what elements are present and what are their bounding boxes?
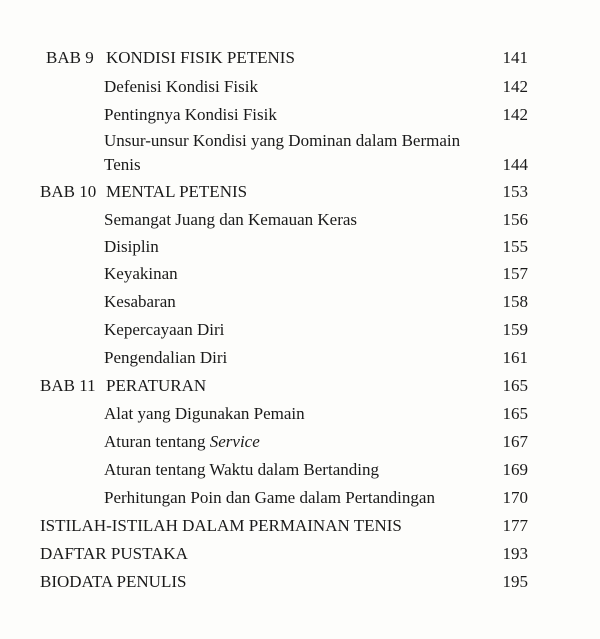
page-number: 157 [502,264,528,283]
page-number: 161 [502,348,528,367]
page-number: 155 [502,237,528,256]
chapter-title: MENTAL PETENIS [106,182,248,201]
chapter-label: BAB 10 [40,182,97,201]
back-matter-title: DAFTAR PUSTAKA [40,544,188,563]
section-title: Alat yang Digunakan Pemain [104,404,305,423]
page-number: 169 [502,460,528,479]
page-number: 158 [502,292,528,311]
page-number: 195 [502,572,528,591]
section-title [104,431,260,453]
chapter-title: KONDISI FISIK PETENIS [106,48,295,67]
section-title: Kepercayaan Diri [104,320,225,339]
section-title: Keyakinan [104,264,178,283]
section-title-continued: Tenis [104,155,141,174]
section-title: Perhitungan Poin dan Game dalam Pertandingan [104,488,435,507]
section-title: Semangat Juang dan Kemauan Keras [104,210,358,229]
section-title-prefix: Aturan tentang [104,432,210,451]
chapter-label: BAB 11 [40,376,96,395]
section-title: Defenisi Kondisi Fisik [104,77,258,96]
back-matter-title: ISTILAH-ISTILAH DALAM PERMAINAN TENIS [40,516,402,535]
back-matter-title: BIODATA PENULIS [40,572,187,591]
section-title-italic: Service [209,432,260,451]
page-number: 177 [502,516,528,535]
section-title: Aturan tentang Waktu dalam Bertanding [104,460,379,479]
section-title: Kesabaran [104,292,176,311]
page-number: 142 [502,105,528,124]
section-title: Unsur-unsur Kondisi yang Dominan dalam Bermain [104,131,461,150]
page-number: 170 [502,488,528,507]
section-title: Pengendalian Diri [104,348,228,367]
page-number: 193 [502,544,528,563]
page-number: 165 [502,404,528,423]
chapter-title: PERATURAN [106,376,207,395]
page-number: 144 [502,155,528,174]
page-number: 142 [502,77,528,96]
section-title: Pentingnya Kondisi Fisik [104,105,277,124]
page-number: 159 [502,320,528,339]
page-number: 167 [502,432,528,451]
page-number: 165 [502,376,528,395]
page-number: 141 [502,48,528,67]
page-number: 153 [502,182,528,201]
chapter-label: BAB 9 [46,48,94,67]
section-title: Disiplin [104,237,159,256]
page-number: 156 [502,210,528,229]
